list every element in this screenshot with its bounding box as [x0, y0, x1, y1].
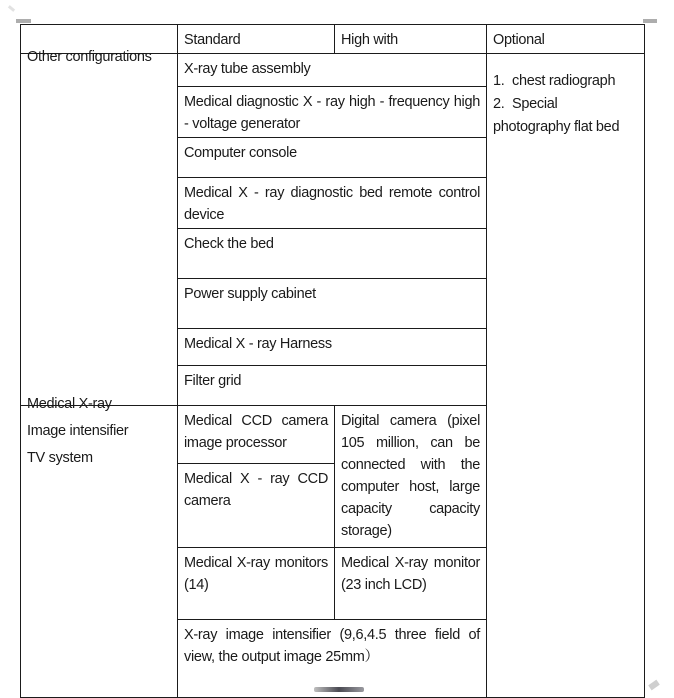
cell-hv-generator: Medical diagnostic X - ray high - frequency high - voltage generator [178, 87, 487, 138]
optional-item-1-text: chest radiograph [512, 73, 616, 89]
optional-item-2-number: 2. [493, 96, 505, 112]
optional-item-1 [493, 70, 638, 93]
tv-label-line-3: TV system [27, 450, 93, 466]
optional-item-2 [493, 93, 638, 116]
cell-remote-control-bed: Medical X - ray diagnostic bed remote control device [178, 178, 487, 229]
optional-item-2-text: Special [512, 96, 558, 112]
scan-artifact-top-right-dash [643, 19, 657, 23]
tv-system-label [27, 391, 171, 472]
cell-optional-list [487, 54, 645, 698]
scan-artifact-bottom-right-mark [648, 680, 660, 691]
optional-item-2-continuation: photography flat bed [493, 119, 620, 135]
row-label-tv-system [21, 396, 178, 698]
row-label-other-configurations [21, 49, 178, 406]
cell-xray-ccd-camera: Medical X - ray CCD camera [178, 464, 335, 548]
scan-artifact-top-left-fleck [8, 5, 15, 12]
cell-ccd-image-processor: Medical CCD camera image processor [178, 406, 335, 464]
cell-power-supply-cabinet: Power supply cabinet [178, 279, 487, 329]
other-configurations-label: Other configurations [27, 49, 152, 65]
cell-xray-monitor-23lcd: Medical X-ray monitor (23 inch LCD) [335, 548, 487, 620]
tv-label-line-1: Medical X-ray [27, 396, 112, 412]
tv-label-line-2: Image intensifier [27, 423, 129, 439]
scan-artifact-top-left-dash [16, 19, 31, 23]
cell-check-the-bed: Check the bed [178, 229, 487, 279]
cell-image-intensifier: X-ray image intensifier (9,6,4.5 three field of view, the output image 25mm） [178, 620, 487, 698]
table-row [21, 54, 645, 87]
header-optional: Optional [487, 25, 645, 54]
cell-xray-harness: Medical X - ray Harness [178, 329, 487, 366]
cell-digital-camera: Digital camera (pixel 105 million, can be connected with the computer host, large capacity capacity storage) [335, 406, 487, 548]
header-high-with: High with [335, 25, 487, 54]
optional-list [493, 70, 638, 139]
cell-filter-grid: Filter grid [178, 366, 487, 406]
cell-xray-tube-assembly: X-ray tube assembly [178, 54, 487, 87]
cell-xray-monitors-14: Medical X-ray monitors (14) [178, 548, 335, 620]
spec-table [20, 24, 645, 698]
header-standard: Standard [178, 25, 335, 54]
cell-computer-console: Computer console [178, 138, 487, 178]
optional-item-1-number: 1. [493, 73, 505, 89]
